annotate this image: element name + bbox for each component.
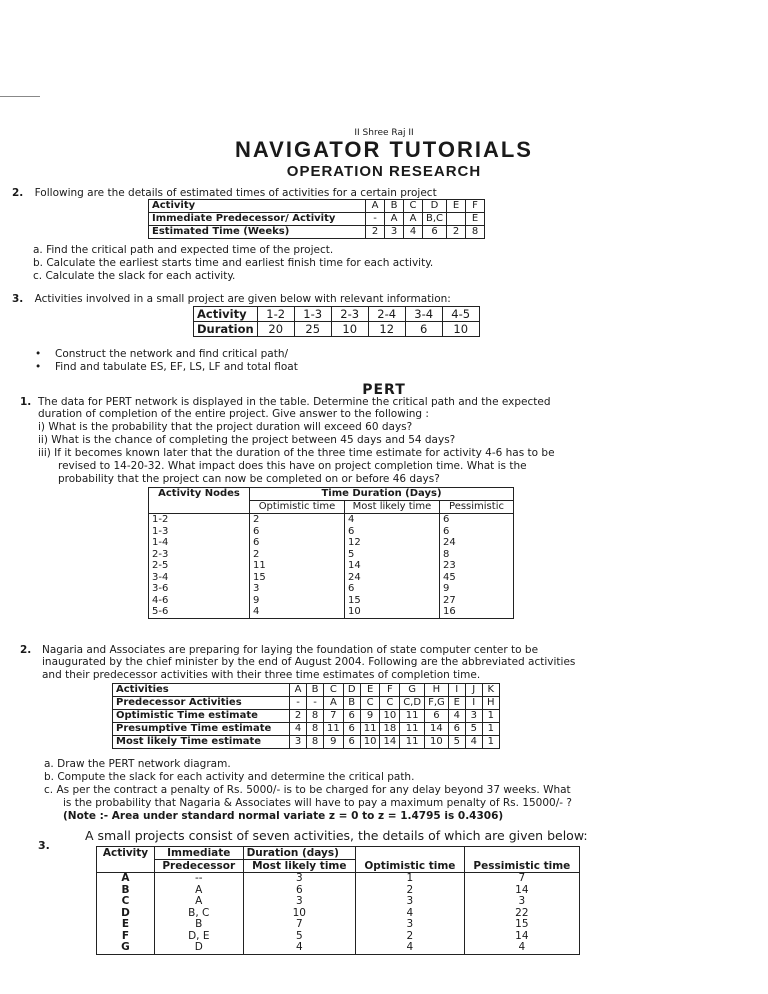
cell: 6 (405, 322, 442, 337)
cell: 8 (466, 226, 485, 239)
cell: 10 (345, 606, 440, 618)
table-row (97, 885, 580, 897)
pert-q2-part: c. As per the contract a penalty of Rs. 5000/- is to be charged for any delay beyond 37 weeks. What (44, 784, 571, 796)
cell: 1-2 (257, 307, 294, 322)
cell: 11 (250, 560, 345, 572)
cell: 3-4 (405, 307, 442, 322)
cell: 1 (482, 736, 499, 749)
cell: 5 (465, 723, 482, 736)
shree-caption: II Shree Raj II (354, 128, 414, 138)
cell: 3 (250, 583, 345, 595)
table-row (149, 226, 485, 239)
table-row (113, 736, 500, 749)
cell: I (465, 697, 482, 710)
cell: C (380, 697, 400, 710)
row-label: Predecessor Activities (113, 697, 290, 710)
cell: G (97, 942, 155, 954)
table-row (149, 200, 485, 213)
cell: 9 (360, 710, 380, 723)
cell: 10 (425, 736, 449, 749)
question-number: 1. (20, 396, 32, 408)
table-row (113, 697, 500, 710)
cell: B (307, 684, 324, 697)
table-row (113, 710, 500, 723)
cell: 14 (345, 560, 440, 572)
table-row (97, 931, 580, 943)
cell: 6 (345, 583, 440, 595)
cell: 2 (250, 549, 345, 561)
table-row (97, 919, 580, 931)
pert-q2-note: (Note :- Area under standard normal variate z = 0 to z = 1.4795 is 0.4306) (63, 810, 504, 822)
table-row (149, 595, 514, 607)
cell: E (466, 213, 485, 226)
cell: 4-6 (149, 595, 250, 607)
col-header-pessimistic: Pessimistic time (464, 847, 579, 873)
cell: 6 (343, 736, 360, 749)
cell: 11 (360, 723, 380, 736)
cell: E (448, 697, 465, 710)
cell: A (366, 200, 385, 213)
col-header-optimistic: Optimistic time (356, 847, 465, 873)
cell: F (466, 200, 485, 213)
col-header-most-likely: Most likely time (345, 501, 440, 514)
col-header-nodes: Activity Nodes (149, 488, 250, 514)
cell: 7 (243, 919, 355, 931)
cell: 1 (482, 710, 499, 723)
cell: 12 (345, 537, 440, 549)
cell: 6 (343, 723, 360, 736)
cell: 2 (250, 514, 345, 526)
cell: 3 (464, 896, 579, 908)
pert-q1-line: duration of completion of the entire project. Give answer to the following : (38, 408, 429, 420)
cell: 11 (400, 710, 425, 723)
cell: 9 (440, 583, 514, 595)
table-row (97, 908, 580, 920)
pert-q2-part: is the probability that Nagaria & Associates will have to pay a maximum penalty of Rs. 15000/- ? (63, 797, 572, 809)
cell: 10 (380, 710, 400, 723)
pert-q1-line: iii) If it becomes known later that the duration of the three time estimate for activity 4-6 has to be (38, 447, 555, 459)
cell: 2 (290, 710, 307, 723)
pert-q1-line: i) What is the probability that the project duration will exceed 60 days? (38, 421, 413, 433)
col-header-optimistic: Optimistic time (250, 501, 345, 514)
cell: 3 (290, 736, 307, 749)
cell: 4 (290, 723, 307, 736)
table-row (113, 723, 500, 736)
table-row (149, 583, 514, 595)
table-row (113, 684, 500, 697)
or-q3-intro (12, 293, 451, 305)
cell: 4 (404, 226, 423, 239)
or-q3-bullet-2 (35, 361, 298, 373)
cell: 15 (464, 919, 579, 931)
cell: C (324, 684, 344, 697)
row-label: Optimistic Time estimate (113, 710, 290, 723)
table-row (149, 560, 514, 572)
cell: 3 (465, 710, 482, 723)
cell: 5 (345, 549, 440, 561)
cell: F (97, 931, 155, 943)
cell: 25 (294, 322, 331, 337)
cell: 4-5 (442, 307, 479, 322)
table-row (194, 307, 480, 322)
or-q2-part-c: c. Calculate the slack for each activity. (33, 270, 236, 282)
pert-q1-line: revised to 14-20-32. What impact does this have on project completion time. What is the (58, 460, 527, 472)
cell: 2 (447, 226, 466, 239)
cell: 6 (440, 526, 514, 538)
margin-rule (0, 96, 40, 97)
bullet-text: • Construct the network and find critical path/ (35, 348, 288, 360)
cell: I (448, 684, 465, 697)
cell: 1-3 (294, 307, 331, 322)
row-label: Most likely Time estimate (113, 736, 290, 749)
cell: 6 (250, 537, 345, 549)
cell: 7 (324, 710, 344, 723)
table-row (149, 572, 514, 584)
cell: C,D (400, 697, 425, 710)
cell: 6 (243, 885, 355, 897)
cell: 12 (368, 322, 405, 337)
cell: 1-2 (149, 514, 250, 526)
cell: 6 (423, 226, 447, 239)
cell: 2-3 (149, 549, 250, 561)
cell: E (360, 684, 380, 697)
cell: 6 (425, 710, 449, 723)
pert-q1-line: ii) What is the chance of completing the project between 45 days and 54 days? (38, 434, 456, 446)
row-label: Activity (149, 200, 366, 213)
cell: C (404, 200, 423, 213)
pert-q2-part: a. Draw the PERT network diagram. (44, 758, 231, 770)
cell: 6 (440, 514, 514, 526)
cell: 2 (356, 931, 465, 943)
cell: 10 (360, 736, 380, 749)
cell: 5 (448, 736, 465, 749)
cell: E (447, 200, 466, 213)
cell: 3 (243, 896, 355, 908)
cell: D (154, 942, 243, 954)
pert-q1-line: probability that the project can now be completed on or before 46 days? (58, 473, 440, 485)
cell: 11 (400, 723, 425, 736)
pert-q2-line: Nagaria and Associates are preparing for laying the foundation of state computer center to be (42, 644, 539, 656)
cell: 1-3 (149, 526, 250, 538)
cell: B (97, 885, 155, 897)
cell: 8 (440, 549, 514, 561)
table-row (149, 514, 514, 526)
subject-title: OPERATION RESEARCH (286, 163, 482, 180)
pert-q3-table (96, 846, 580, 955)
cell: F,G (425, 697, 449, 710)
question-number: 2. (12, 187, 24, 199)
cell: -- (154, 873, 243, 885)
cell: 27 (440, 595, 514, 607)
cell: G (400, 684, 425, 697)
cell: 5 (243, 931, 355, 943)
cell: K (482, 684, 499, 697)
cell: B, C (154, 908, 243, 920)
cell: - (290, 697, 307, 710)
cell: 14 (464, 931, 579, 943)
cell: 18 (380, 723, 400, 736)
pert-q2-part: b. Compute the slack for each activity and determine the critical path. (44, 771, 415, 783)
pert-q1-table (148, 487, 514, 619)
row-label: Activities (113, 684, 290, 697)
cell: A (385, 213, 404, 226)
cell: A (154, 885, 243, 897)
cell: 6 (250, 526, 345, 538)
cell: 2-3 (331, 307, 368, 322)
cell: D, E (154, 931, 243, 943)
cell: - (366, 213, 385, 226)
cell: 4 (250, 606, 345, 618)
cell: 8 (307, 736, 324, 749)
cell: 2-4 (368, 307, 405, 322)
cell: 6 (343, 710, 360, 723)
table-row (149, 213, 485, 226)
cell: 4 (345, 514, 440, 526)
cell: H (425, 684, 449, 697)
or-q2-intro (12, 187, 437, 199)
table-row (149, 606, 514, 618)
col-header-duration: Duration (days) (243, 847, 355, 860)
cell: A (97, 873, 155, 885)
col-header-most-likely: Most likely time (243, 860, 355, 873)
table-row (149, 537, 514, 549)
question-number: 3. (12, 293, 24, 305)
pert-q2-line: and their predecessor activities with their three time estimates of completion time. (42, 669, 481, 681)
cell: 11 (400, 736, 425, 749)
cell: 3 (385, 226, 404, 239)
pert-q1-line: The data for PERT network is displayed in the table. Determine the critical path and the expected (38, 396, 551, 408)
cell: 7 (464, 873, 579, 885)
cell: 10 (243, 908, 355, 920)
table-row (97, 896, 580, 908)
cell: 4 (356, 942, 465, 954)
row-label: Estimated Time (Weeks) (149, 226, 366, 239)
cell: 4 (465, 736, 482, 749)
cell: F (380, 684, 400, 697)
cell: 11 (324, 723, 344, 736)
question-number: 2. (20, 644, 32, 656)
cell (447, 213, 466, 226)
table-row (149, 549, 514, 561)
cell: D (97, 908, 155, 920)
cell: 8 (307, 710, 324, 723)
question-text: Following are the details of estimated times of activities for a certain project (34, 187, 437, 199)
cell: 14 (425, 723, 449, 736)
cell: 14 (464, 885, 579, 897)
pert-heading: PERT (362, 382, 406, 398)
cell: 3-6 (149, 583, 250, 595)
bullet-text: • Find and tabulate ES, EF, LS, LF and total float (35, 361, 298, 373)
cell: B (385, 200, 404, 213)
question-number: 3. (38, 839, 50, 852)
cell: 22 (464, 908, 579, 920)
pert-q2-line: inaugurated by the chief minister by the end of August 2004. Following are the abbreviated activities (42, 656, 576, 668)
cell: 6 (448, 723, 465, 736)
cell: 3 (243, 873, 355, 885)
cell: A (290, 684, 307, 697)
cell: 1 (482, 723, 499, 736)
col-header-immediate: Immediate (154, 847, 243, 860)
question-text: Activities involved in a small project are given below with relevant information: (34, 293, 451, 305)
cell: C (97, 896, 155, 908)
table-row (149, 526, 514, 538)
cell: - (307, 697, 324, 710)
cell: A (154, 896, 243, 908)
cell: 10 (442, 322, 479, 337)
cell: 3 (356, 896, 465, 908)
cell: 9 (324, 736, 344, 749)
cell: 24 (440, 537, 514, 549)
cell: B,C (423, 213, 447, 226)
cell: 10 (331, 322, 368, 337)
cell: A (404, 213, 423, 226)
cell: 45 (440, 572, 514, 584)
col-header-group: Time Duration (Days) (250, 488, 514, 501)
table-row (194, 322, 480, 337)
cell: 2 (356, 885, 465, 897)
cell: 14 (380, 736, 400, 749)
table-row (97, 942, 580, 954)
row-label: Immediate Predecessor/ Activity (149, 213, 366, 226)
cell: C (360, 697, 380, 710)
cell: 5-6 (149, 606, 250, 618)
cell: D (423, 200, 447, 213)
cell: 6 (345, 526, 440, 538)
cell: 24 (345, 572, 440, 584)
or-q2-part-b: b. Calculate the earliest starts time and earliest finish time for each activity. (33, 257, 434, 269)
cell: 1-4 (149, 537, 250, 549)
cell: H (482, 697, 499, 710)
col-header-pessimistic: Pessimistic (440, 501, 514, 514)
cell: 2-5 (149, 560, 250, 572)
cell: 15 (250, 572, 345, 584)
table-row (97, 873, 580, 885)
pert-q2-table (112, 683, 500, 749)
or-q2-table (148, 199, 485, 239)
cell: B (343, 697, 360, 710)
col-header-predecessor: Predecessor (154, 860, 243, 873)
or-q2-part-a: a. Find the critical path and expected time of the project. (33, 244, 334, 256)
cell: 3-4 (149, 572, 250, 584)
cell: B (154, 919, 243, 931)
cell: 4 (243, 942, 355, 954)
cell: 16 (440, 606, 514, 618)
cell: A (324, 697, 344, 710)
col-header-activity: Activity (97, 847, 155, 873)
cell: 1 (356, 873, 465, 885)
row-label: Duration (194, 322, 258, 337)
or-q3-table (193, 306, 480, 337)
cell: D (343, 684, 360, 697)
cell: 4 (448, 710, 465, 723)
cell: E (97, 919, 155, 931)
cell: J (465, 684, 482, 697)
cell: 23 (440, 560, 514, 572)
row-label: Activity (194, 307, 258, 322)
cell: 4 (356, 908, 465, 920)
cell: 9 (250, 595, 345, 607)
row-label: Presumptive Time estimate (113, 723, 290, 736)
cell: 20 (257, 322, 294, 337)
cell: 4 (464, 942, 579, 954)
cell: 15 (345, 595, 440, 607)
cell: 8 (307, 723, 324, 736)
or-q3-bullet-1 (35, 348, 288, 360)
cell: 3 (356, 919, 465, 931)
cell: 2 (366, 226, 385, 239)
brand-title: NAVIGATOR TUTORIALS (235, 137, 533, 162)
pert-q3-intro: A small projects consist of seven activities, the details of which are given below: (85, 828, 588, 843)
